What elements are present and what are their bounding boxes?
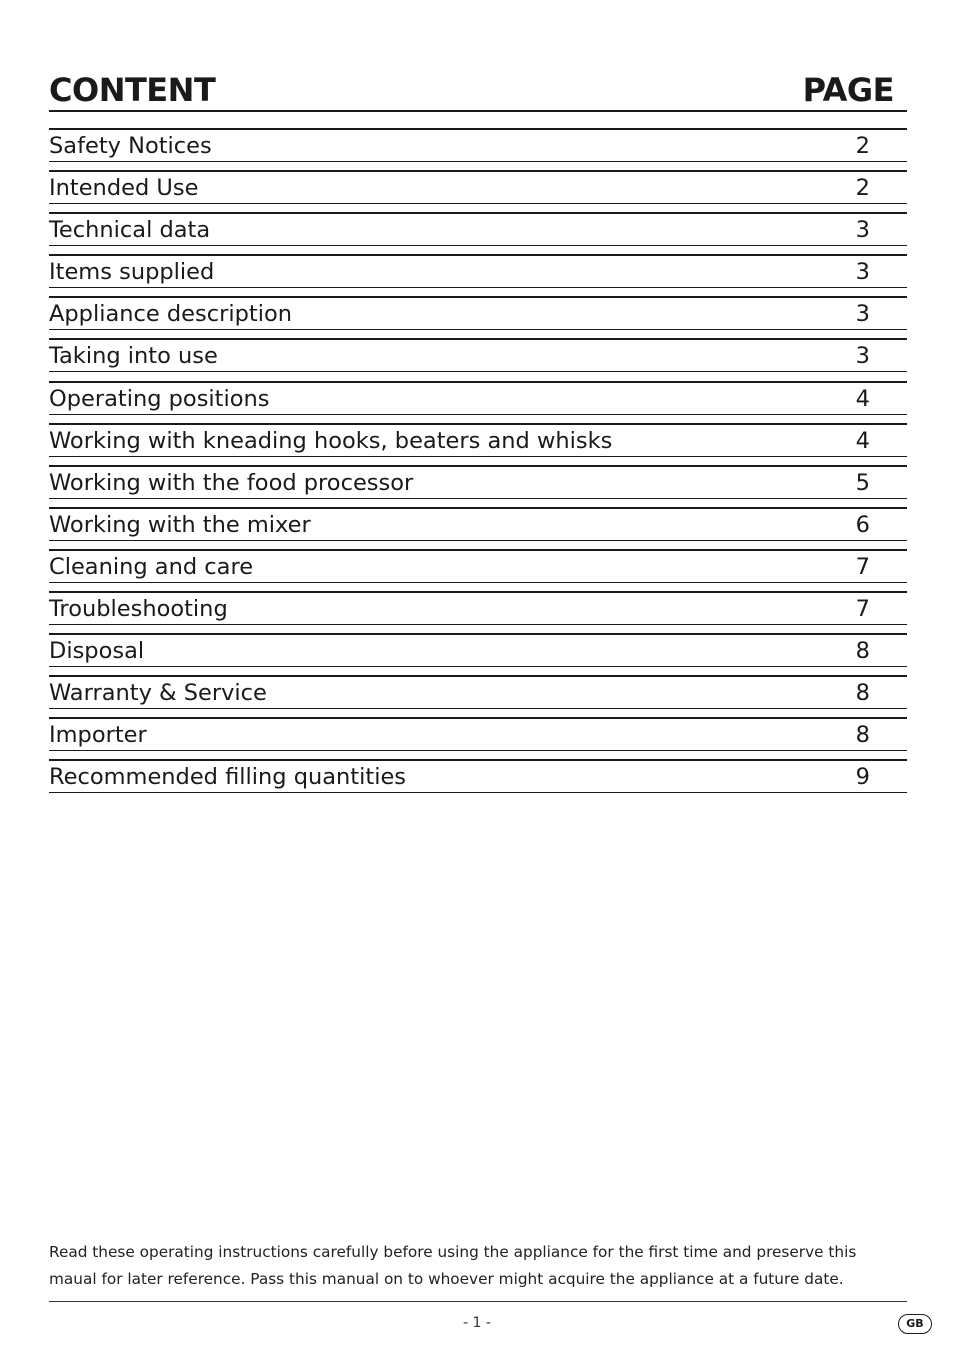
toc-entry-page: 2 [855,133,870,159]
toc-divider [49,128,907,130]
toc-underline [49,666,907,667]
toc-entry-title: Operating positions [49,385,270,412]
toc-divider [49,170,907,172]
toc-entry-title: Working with the mixer [49,511,311,538]
toc-entry-page: 3 [855,301,870,328]
toc-header [49,70,894,110]
toc-entry-page: 8 [855,680,870,707]
toc-entry-page: 3 [855,217,870,244]
toc-entry-title: Items supplied [49,259,215,286]
toc-entry-title: Technical data [49,217,211,244]
toc-entry-page: 2 [855,175,870,202]
language-badge: GB [898,1314,932,1334]
toc-underline [49,792,907,793]
footer-divider [49,1301,907,1302]
toc-divider [49,675,907,677]
toc-underline [49,287,907,288]
toc-underline [49,624,907,625]
toc-divider [49,254,907,256]
reading-instructions-note [49,1239,889,1293]
toc-entry-importer[interactable] [49,717,907,759]
toc-divider [49,549,907,551]
toc-entry-page: 4 [855,385,870,412]
toc-entry-title: Importer [49,722,147,749]
toc-entry-filling-quantities[interactable] [49,759,907,801]
toc-entry-page: 4 [855,427,870,454]
toc-divider [49,591,907,593]
toc-underline [49,161,907,162]
toc-underline [49,582,907,583]
toc-divider [49,296,907,298]
toc-entry-page: 3 [855,343,870,370]
toc-entry-cleaning-and-care[interactable] [49,549,907,591]
page-number: - 1 - [463,1315,491,1331]
toc-entry-disposal[interactable] [49,633,907,675]
toc-entry-page: 5 [855,469,870,496]
toc-underline [49,329,907,330]
toc-divider [49,212,907,214]
toc-underline [49,708,907,709]
toc-entry-troubleshooting[interactable] [49,591,907,633]
toc-underline [49,456,907,457]
toc-entry-title: Appliance description [49,301,292,328]
content-heading: CONTENT [49,71,216,109]
toc-entry-title: Safety Notices [49,133,212,159]
header-divider [49,110,907,112]
note-line-1: Read these operating instructions carefully before using the appliance for the first time and preserve this [49,1243,857,1261]
toc-entry-title: Warranty & Service [49,680,267,707]
toc-entry-title: Intended Use [49,175,199,202]
toc-divider [49,465,907,467]
toc-entry-mixer[interactable] [49,507,907,549]
toc-entry-page: 6 [855,511,870,538]
toc-entry-page: 7 [855,553,870,580]
toc-entry-title: Working with kneading hooks, beaters and whisks [49,427,613,454]
toc-entry-kneading-hooks[interactable] [49,423,907,465]
toc-divider [49,423,907,425]
toc-entry-technical-data[interactable] [49,212,907,254]
table-of-contents [49,128,907,802]
toc-entry-items-supplied[interactable] [49,254,907,296]
toc-underline [49,245,907,246]
toc-entry-title: Disposal [49,638,145,665]
toc-underline [49,540,907,541]
toc-entry-intended-use[interactable] [49,170,907,212]
toc-underline [49,750,907,751]
toc-entry-page: 3 [855,259,870,286]
toc-underline [49,498,907,499]
toc-divider [49,507,907,509]
toc-divider [49,381,907,383]
page-heading: PAGE [802,71,894,109]
toc-underline [49,203,907,204]
toc-underline [49,414,907,415]
toc-entry-title: Cleaning and care [49,553,254,580]
toc-entry-safety-notices[interactable] [49,128,907,170]
toc-entry-title: Working with the food processor [49,469,414,496]
toc-entry-page: 7 [855,596,870,623]
toc-entry-page: 8 [855,638,870,665]
toc-entry-title: Recommended filling quantities [49,764,407,791]
toc-entry-page: 9 [855,764,870,791]
toc-entry-appliance-description[interactable] [49,296,907,338]
toc-entry-title: Taking into use [49,343,218,370]
toc-divider [49,717,907,719]
toc-entry-operating-positions[interactable] [49,381,907,423]
toc-entry-taking-into-use[interactable] [49,338,907,380]
toc-entry-title: Troubleshooting [49,596,228,623]
toc-entry-page: 8 [855,722,870,749]
toc-entry-food-processor[interactable] [49,465,907,507]
note-line-2: maual for later reference. Pass this manual on to whoever might acquire the appliance at a future date. [49,1270,844,1288]
toc-underline [49,371,907,372]
toc-divider [49,338,907,340]
toc-divider [49,633,907,635]
toc-entry-warranty-service[interactable] [49,675,907,717]
toc-divider [49,759,907,761]
